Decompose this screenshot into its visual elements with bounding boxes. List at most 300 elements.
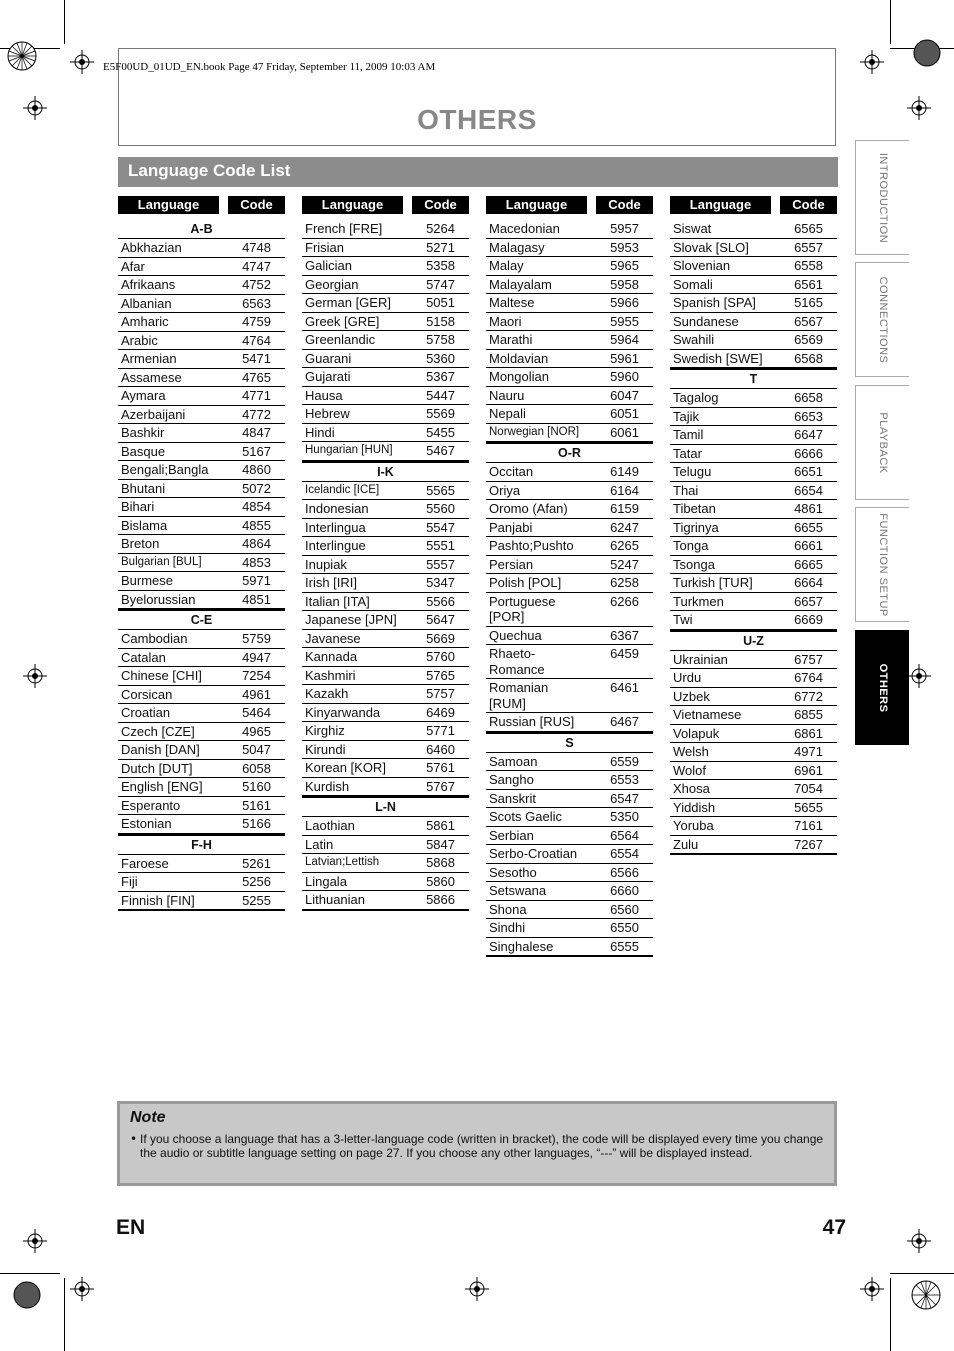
table-row [118, 480, 285, 499]
language-code: 6554 [610, 846, 639, 861]
table-row [486, 845, 653, 864]
side-tab-label: OTHERS [876, 663, 889, 712]
language-name: Portuguese [POR] [489, 593, 556, 624]
language-code: 6666 [794, 445, 823, 461]
language-name: Quechua [489, 627, 542, 643]
language-code: 5847 [426, 836, 455, 852]
language-name: Serbian [489, 827, 534, 843]
language-code: 5569 [426, 406, 455, 421]
language-code: 6559 [610, 753, 639, 769]
language-name: Bislama [121, 517, 168, 533]
language-code: 6669 [794, 612, 823, 627]
side-tab-label: CONNECTIONS [876, 276, 889, 363]
language-code: 5761 [426, 760, 455, 775]
language-name: Macedonian [489, 221, 560, 236]
language-name: Javanese [305, 630, 361, 646]
table-row [302, 685, 469, 704]
table-row [118, 554, 285, 573]
language-name: German [GER] [305, 295, 391, 310]
language-name: Japanese [JPN] [305, 612, 397, 627]
table-header [486, 196, 653, 214]
table-row [486, 790, 653, 809]
table-row [670, 331, 837, 350]
language-code: 6467 [610, 714, 639, 729]
language-name: Ukrainian [673, 651, 728, 667]
language-code: 5350 [610, 809, 639, 824]
language-code: 5860 [426, 873, 455, 889]
table-row [118, 855, 285, 874]
page-title: OTHERS [417, 104, 537, 135]
language-code: 6557 [794, 239, 823, 255]
language-code: 5964 [610, 332, 639, 347]
header-language: Language [302, 196, 403, 214]
table-row [486, 500, 653, 519]
language-name: Romanian [RUM] [489, 680, 549, 711]
table-row [486, 313, 653, 332]
language-name: Oromo (Afan) [489, 501, 568, 516]
language-name: Czech [CZE] [121, 723, 195, 739]
crosshair-icon [23, 96, 47, 120]
language-name: Vietnamese [673, 707, 742, 722]
language-code: 5166 [242, 816, 271, 831]
language-code: 5771 [426, 723, 455, 738]
crop-line [64, 1278, 65, 1351]
language-code: 5961 [610, 350, 639, 366]
group-heading: O-R [486, 442, 653, 463]
table-row [302, 854, 469, 873]
language-code: 4853 [242, 554, 271, 570]
language-code: 6469 [426, 704, 455, 720]
table-row [670, 706, 837, 725]
language-code: 4861 [794, 501, 823, 516]
table-row [486, 463, 653, 482]
table-header [118, 196, 285, 214]
table-row [486, 864, 653, 883]
table-row [302, 482, 469, 501]
language-name: Korean [KOR] [305, 760, 386, 775]
language-code: 4971 [794, 744, 823, 759]
group-heading: T [670, 368, 837, 389]
language-name: Abkhazian [121, 240, 182, 255]
table-row [302, 648, 469, 667]
language-name: Inupiak [305, 556, 347, 572]
language-code: 6367 [610, 627, 639, 643]
group-heading: F-H [118, 834, 285, 855]
language-name: Bhutani [121, 480, 166, 496]
table-row [118, 649, 285, 668]
language-code: 6058 [242, 760, 271, 776]
table-row [486, 556, 653, 575]
language-code: 5072 [242, 480, 271, 496]
table-row [302, 759, 469, 778]
language-code: 6961 [794, 762, 823, 778]
language-name: Kazakh [305, 686, 349, 701]
language-code: 6247 [610, 519, 639, 535]
language-name: Malay [489, 258, 524, 273]
language-name: Tamil [673, 427, 704, 442]
table-row [118, 741, 285, 760]
header-code: Code [412, 196, 469, 214]
table-row [486, 239, 653, 258]
language-name: Amharic [121, 314, 169, 329]
crosshair-icon [70, 50, 94, 74]
language-name: Rhaeto- Romance [489, 646, 545, 677]
language-name: Moldavian [489, 350, 549, 366]
crosshair-icon [23, 664, 47, 688]
table-row [118, 369, 285, 388]
table-row [302, 891, 469, 911]
language-name: Setswana [489, 883, 547, 898]
crop-line [890, 1273, 954, 1274]
language-name: Slovenian [673, 258, 731, 273]
section-bar [118, 157, 838, 187]
language-name: Arabic [121, 332, 158, 348]
language-code: 6567 [794, 313, 823, 329]
language-code: 5866 [426, 892, 455, 907]
crosshair-icon [465, 1277, 489, 1301]
table-row [302, 667, 469, 686]
language-code: 5047 [242, 742, 271, 757]
language-code: 4752 [242, 277, 271, 292]
table-row [670, 500, 837, 519]
language-name: Telugu [673, 464, 712, 479]
table-row [118, 313, 285, 332]
table-row [670, 426, 837, 445]
language-name: Occitan [489, 464, 534, 479]
language-name: Kashmiri [305, 667, 356, 683]
table-row [486, 537, 653, 556]
language-name: Estonian [121, 816, 172, 831]
language-name: Tigrinya [673, 519, 719, 535]
language-name: Gujarati [305, 369, 351, 384]
language-name: Kirghiz [305, 723, 345, 738]
language-code: 4764 [242, 332, 271, 348]
table-row [302, 556, 469, 575]
language-name: Basque [121, 443, 166, 459]
table-row [486, 350, 653, 369]
table-row [486, 919, 653, 938]
book-info-line: E5F00UD_01UD_EN.book Page 47 Friday, September 11, 2009 10:03 AM [103, 61, 436, 73]
language-name: Georgian [305, 276, 359, 292]
language-code: 7054 [794, 781, 823, 796]
language-name: English [ENG] [121, 779, 203, 794]
language-code: 6558 [794, 258, 823, 273]
table-row [302, 442, 469, 461]
language-name: Turkmen [673, 593, 724, 609]
language-code: 5447 [426, 387, 455, 403]
side-tab[interactable] [855, 507, 909, 622]
language-name: Marathi [489, 332, 533, 347]
table-row [670, 257, 837, 276]
section-title: Language Code List [128, 161, 291, 180]
language-code: 6653 [794, 408, 823, 424]
table-row [670, 743, 837, 762]
table-row [118, 461, 285, 480]
language-code: 5757 [426, 686, 455, 701]
note-box [117, 1101, 837, 1186]
table-row [302, 500, 469, 519]
language-code: 5647 [426, 612, 455, 627]
table-row [486, 368, 653, 387]
language-name: Byelorussian [121, 591, 196, 607]
language-name: Chinese [CHI] [121, 668, 202, 683]
table-row [118, 686, 285, 705]
language-code: 5960 [610, 369, 639, 384]
language-name: Indonesian [305, 501, 369, 516]
table-row [118, 778, 285, 797]
language-name: Swedish [SWE] [673, 350, 763, 366]
side-tab[interactable] [855, 140, 909, 255]
table-column [670, 196, 837, 855]
side-tab[interactable] [855, 630, 909, 745]
language-name: Serbo-Croatian [489, 846, 578, 861]
language-code: 6657 [794, 593, 823, 609]
crosshair-icon [907, 96, 931, 120]
table-row [302, 294, 469, 313]
language-name: Catalan [121, 649, 166, 665]
table-row [670, 482, 837, 501]
table-row [118, 332, 285, 351]
language-code: 6565 [794, 221, 823, 236]
table-row [118, 387, 285, 406]
language-code: 5669 [426, 630, 455, 646]
language-code: 5557 [426, 556, 455, 572]
language-name: Tagalog [673, 390, 719, 405]
language-name: Assamese [121, 369, 182, 385]
language-code: 5271 [426, 239, 455, 255]
table-row [118, 517, 285, 536]
language-name: Urdu [673, 670, 702, 685]
table-row [486, 482, 653, 501]
header-code: Code [596, 196, 653, 214]
language-code: 4747 [242, 258, 271, 274]
language-code: 6164 [610, 482, 639, 498]
language-code: 4772 [242, 406, 271, 422]
registration-mark-icon [912, 38, 942, 68]
language-name: Swahili [673, 332, 715, 347]
table-row [118, 535, 285, 554]
group-heading: S [486, 732, 653, 753]
group-heading: C-E [118, 609, 285, 630]
language-code: 6561 [794, 276, 823, 292]
language-name: Galician [305, 258, 352, 273]
note-text: If you choose a language that has a 3-letter-language code (written in bracket), the code will be displayed every time you change the audio or subtitle language setting on page 27. If you choose any other languages, “---” will be displayed instead. [140, 1132, 824, 1160]
table-row [670, 220, 837, 239]
language-name: Malayalam [489, 276, 552, 292]
language-name: Mongolian [489, 369, 549, 384]
language-code: 5971 [242, 573, 271, 588]
table-row [118, 239, 285, 258]
language-code: 6757 [794, 651, 823, 667]
language-code: 6651 [794, 464, 823, 479]
language-name: Tatar [673, 445, 702, 461]
table-row [670, 799, 837, 818]
language-code: 4748 [242, 240, 271, 255]
language-name: Italian [ITA] [305, 593, 370, 609]
crosshair-icon [860, 50, 884, 74]
table-row [302, 350, 469, 369]
group-heading: L-N [302, 796, 469, 817]
table-row [118, 723, 285, 742]
table-row [486, 679, 653, 713]
language-name: Faroese [121, 855, 169, 871]
language-name: Interlingue [305, 538, 366, 553]
crosshair-icon [907, 1229, 931, 1253]
table-row [302, 873, 469, 892]
language-name: Slovak [SLO] [673, 239, 749, 255]
language-name: Fiji [121, 874, 138, 889]
language-name: Tonga [673, 538, 709, 553]
language-code: 4864 [242, 536, 271, 551]
language-code: 6861 [794, 725, 823, 741]
language-code: 4851 [242, 591, 271, 607]
table-row [486, 627, 653, 646]
language-code: 5167 [242, 443, 271, 459]
table-row [302, 778, 469, 797]
table-row [302, 836, 469, 855]
table-row [670, 350, 837, 369]
table-header [670, 196, 837, 214]
language-name: Spanish [SPA] [673, 295, 756, 310]
language-code: 5957 [610, 221, 639, 236]
language-code: 5467 [426, 443, 455, 458]
crop-line [890, 1278, 891, 1351]
language-code: 6563 [242, 295, 271, 311]
table-row [670, 593, 837, 612]
table-row [486, 387, 653, 406]
language-name: Interlingua [305, 519, 366, 535]
table-row [670, 651, 837, 670]
language-name: Hindi [305, 424, 335, 440]
language-name: Malagasy [489, 239, 545, 255]
language-code: 5158 [426, 313, 455, 329]
registration-mark-icon [6, 40, 38, 72]
language-name: Oriya [489, 482, 521, 498]
crosshair-icon [70, 1277, 94, 1301]
language-name: Uzbek [673, 688, 710, 704]
language-name: Kinyarwanda [305, 704, 381, 720]
table-row [670, 817, 837, 836]
language-code: 5165 [794, 295, 823, 310]
table-row [302, 220, 469, 239]
table-row [670, 669, 837, 688]
language-name: Sundanese [673, 313, 739, 329]
table-row [486, 771, 653, 790]
table-row [302, 630, 469, 649]
crop-line [64, 0, 65, 44]
side-tab[interactable] [855, 385, 909, 500]
group-heading: I-K [302, 461, 469, 482]
header-language: Language [670, 196, 771, 214]
language-code: 6566 [610, 864, 639, 880]
crosshair-icon [23, 1229, 47, 1253]
table-row [302, 424, 469, 443]
language-name: Sindhi [489, 920, 526, 935]
language-code: 6547 [610, 790, 639, 806]
language-code: 6265 [610, 538, 639, 553]
language-code: 6660 [610, 883, 639, 898]
language-name: Bihari [121, 499, 155, 514]
language-name: Cambodian [121, 631, 188, 646]
language-name: Hausa [305, 387, 343, 403]
language-code: 5255 [242, 892, 271, 908]
table-row [118, 815, 285, 834]
language-code: 5759 [242, 631, 271, 646]
language-code: 5868 [426, 855, 455, 870]
note-bullet: • [130, 1132, 138, 1146]
language-code: 4855 [242, 517, 271, 533]
language-name: Persian [489, 556, 534, 572]
table-row [118, 350, 285, 369]
header-language: Language [118, 196, 219, 214]
language-name: Welsh [673, 744, 709, 759]
table-row [302, 741, 469, 760]
language-code: 6764 [794, 670, 823, 685]
table-column [486, 196, 653, 957]
language-name: Guarani [305, 350, 352, 366]
language-code: 5347 [426, 575, 455, 590]
language-name: Yiddish [673, 799, 716, 815]
language-code: 5767 [426, 778, 455, 794]
language-code: 5358 [426, 258, 455, 273]
table-row [486, 882, 653, 901]
language-code: 4847 [242, 425, 271, 440]
table-row [486, 808, 653, 827]
language-code: 5455 [426, 424, 455, 440]
table-header [302, 196, 469, 214]
language-code: 4765 [242, 369, 271, 385]
table-row [486, 424, 653, 443]
language-name: Afrikaans [121, 277, 176, 292]
language-name: Dutch [DUT] [121, 760, 193, 776]
language-code: 6553 [610, 772, 639, 787]
language-code: 6459 [610, 646, 639, 661]
table-row [670, 725, 837, 744]
language-code: 5360 [426, 350, 455, 366]
language-name: Kurdish [305, 778, 350, 794]
language-code: 5160 [242, 779, 271, 794]
language-code: 6855 [794, 707, 823, 722]
language-name: Croatian [121, 705, 171, 720]
language-code: 5264 [426, 221, 455, 236]
side-tab-label: FUNCTION SETUP [876, 512, 889, 617]
language-name: Albanian [121, 295, 172, 311]
language-code: 6051 [610, 406, 639, 421]
language-code: 5765 [426, 667, 455, 683]
table-row [486, 294, 653, 313]
table-row [302, 574, 469, 593]
table-row [118, 873, 285, 892]
language-name: Tsonga [673, 556, 715, 572]
language-code: 6665 [794, 556, 823, 572]
group-heading: U-Z [670, 630, 837, 651]
language-name: Lingala [305, 873, 347, 889]
language-code: 6647 [794, 427, 823, 442]
language-name: Kannada [305, 649, 358, 664]
language-name: Icelandic [ICE] [305, 483, 380, 496]
table-row [670, 239, 837, 258]
table-row [118, 892, 285, 912]
language-name: Lithuanian [305, 892, 365, 907]
language-name: Corsican [121, 686, 173, 702]
language-code: 5471 [242, 351, 271, 366]
side-tab[interactable] [855, 262, 909, 377]
language-code: 4947 [242, 649, 271, 665]
table-row [118, 630, 285, 649]
language-name: Laothian [305, 818, 355, 833]
language-name: Sangho [489, 772, 534, 787]
table-row [118, 572, 285, 591]
